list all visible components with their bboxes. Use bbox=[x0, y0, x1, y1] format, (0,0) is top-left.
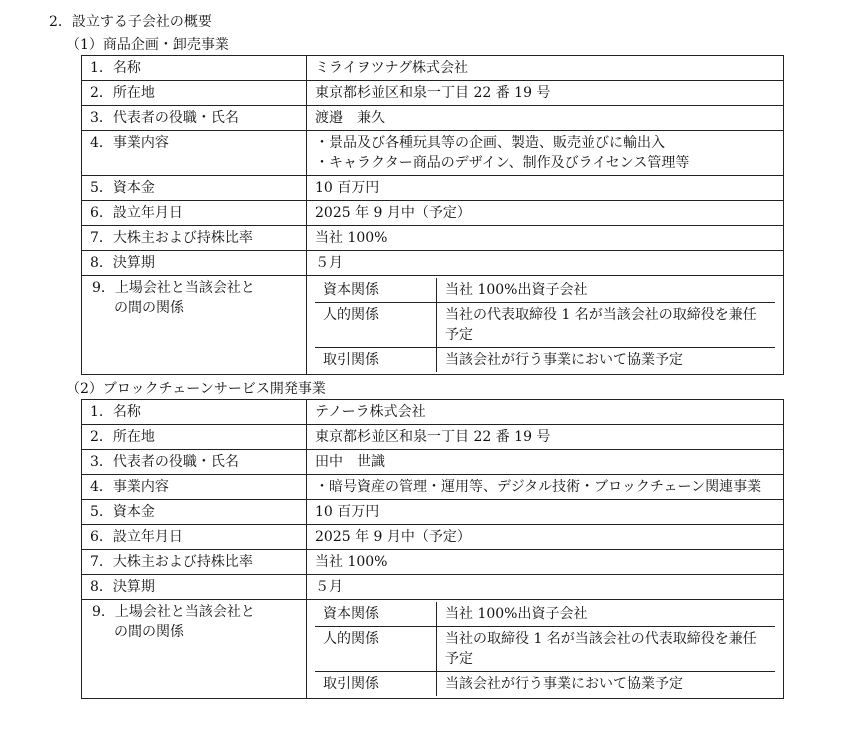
address-label: 2．所在地 bbox=[82, 425, 307, 450]
table-row bbox=[82, 425, 784, 450]
table-row bbox=[82, 81, 784, 106]
table-row bbox=[82, 56, 784, 81]
capital-label: 5．資本金 bbox=[82, 500, 307, 525]
relation-key: 人的関係 bbox=[315, 303, 437, 348]
established-value: 2025 年 9 月中（予定） bbox=[307, 525, 784, 550]
shareholder-value: 当社 100% bbox=[307, 550, 784, 575]
established-label: 6．設立年月日 bbox=[82, 525, 307, 550]
business-value bbox=[307, 475, 784, 500]
table-row bbox=[82, 131, 784, 176]
table-row bbox=[82, 600, 784, 699]
shareholder-value: 当社 100% bbox=[307, 226, 784, 251]
business-label: 4．事業内容 bbox=[82, 475, 307, 500]
subsidiary-1-heading: （1）商品企画・卸売事業 bbox=[66, 37, 229, 53]
business-value bbox=[307, 131, 784, 176]
address-label: 2．所在地 bbox=[82, 81, 307, 106]
relation-value: 当該会社が行う事業において協業予定 bbox=[445, 352, 683, 368]
relation-key: 資本関係 bbox=[315, 602, 437, 627]
table-row bbox=[82, 500, 784, 525]
name-value: ミライヲツナグ株式会社 bbox=[307, 56, 784, 81]
relation-key: 取引関係 bbox=[315, 672, 437, 697]
relation-label-line-1: 9．上場会社と当該会社と bbox=[92, 280, 255, 296]
subsidiary-1-table bbox=[81, 55, 784, 375]
relation-value: 当社 100%出資子会社 bbox=[437, 602, 776, 627]
established-label: 6．設立年月日 bbox=[82, 201, 307, 226]
table-row bbox=[82, 201, 784, 226]
name-label: 1．名称 bbox=[82, 56, 307, 81]
relation-row bbox=[315, 303, 775, 348]
section-title: 2．設立する子会社の概要 bbox=[49, 14, 212, 30]
relation-row bbox=[315, 348, 775, 373]
table-row bbox=[82, 575, 784, 600]
address-value: 東京都杉並区和泉一丁目 22 番 19 号 bbox=[307, 81, 784, 106]
representative-value: 田中 世識 bbox=[307, 450, 784, 475]
table-row bbox=[82, 525, 784, 550]
relation-key: 人的関係 bbox=[315, 627, 437, 672]
business-item: ・景品及び各種玩具等の企画、製造、販売並びに輸出入 bbox=[315, 135, 665, 151]
table-row bbox=[82, 251, 784, 276]
subsidiary-2-heading: （2）ブロックチェーンサービス開発事業 bbox=[66, 381, 326, 397]
business-item: ・キャラクター商品のデザイン、制作及びライセンス管理等 bbox=[315, 155, 690, 171]
address-value: 東京都杉並区和泉一丁目 22 番 19 号 bbox=[307, 425, 784, 450]
established-value: 2025 年 9 月中（予定） bbox=[307, 201, 784, 226]
table-row bbox=[82, 226, 784, 251]
name-label: 1．名称 bbox=[82, 400, 307, 425]
relation-value: 当該会社が行う事業において協業予定 bbox=[445, 676, 683, 692]
business-label: 4．事業内容 bbox=[82, 131, 307, 176]
relation-key: 資本関係 bbox=[315, 278, 437, 303]
subsidiary-2-table bbox=[81, 399, 784, 699]
fiscal-label: 8．決算期 bbox=[82, 251, 307, 276]
relation-row bbox=[315, 627, 775, 672]
relation-label-line-1: 9．上場会社と当該会社と bbox=[92, 604, 255, 620]
relation-value: 当社 100%出資子会社 bbox=[437, 278, 776, 303]
relation-label bbox=[82, 276, 307, 375]
capital-label: 5．資本金 bbox=[82, 176, 307, 201]
table-row bbox=[82, 106, 784, 131]
capital-value: 10 百万円 bbox=[307, 176, 784, 201]
relation-value: 当社の代表取締役 1 名が当該会社の取締役を兼任予定 bbox=[437, 303, 776, 348]
relation-details bbox=[307, 600, 784, 699]
table-row bbox=[82, 276, 784, 375]
representative-value: 渡邉 兼久 bbox=[307, 106, 784, 131]
relation-label bbox=[82, 600, 307, 699]
name-value: テノーラ株式会社 bbox=[307, 400, 784, 425]
relation-table bbox=[315, 602, 775, 696]
relation-table bbox=[315, 278, 775, 372]
business-item: ・暗号資産の管理・運用等、デジタル技術・ブロックチェーン関連事業 bbox=[315, 479, 762, 495]
table-row bbox=[82, 400, 784, 425]
table-row bbox=[82, 550, 784, 575]
capital-value: 10 百万円 bbox=[307, 500, 784, 525]
relation-value: 当社の取締役 1 名が当該会社の代表取締役を兼任予定 bbox=[437, 627, 776, 672]
representative-label: 3．代表者の役職・氏名 bbox=[82, 106, 307, 131]
fiscal-value: ５月 bbox=[307, 575, 784, 600]
relation-label-line-2: の間の関係 bbox=[114, 300, 184, 316]
relation-row bbox=[315, 602, 775, 627]
table-row bbox=[82, 176, 784, 201]
relation-row bbox=[315, 278, 775, 303]
shareholder-label: 7．大株主および持株比率 bbox=[82, 550, 307, 575]
relation-label-line-2: の間の関係 bbox=[114, 624, 184, 640]
fiscal-value: ５月 bbox=[307, 251, 784, 276]
shareholder-label: 7．大株主および持株比率 bbox=[82, 226, 307, 251]
relation-details bbox=[307, 276, 784, 375]
representative-label: 3．代表者の役職・氏名 bbox=[82, 450, 307, 475]
relation-key: 取引関係 bbox=[315, 348, 437, 373]
relation-row bbox=[315, 672, 775, 697]
table-row bbox=[82, 475, 784, 500]
fiscal-label: 8．決算期 bbox=[82, 575, 307, 600]
table-row bbox=[82, 450, 784, 475]
